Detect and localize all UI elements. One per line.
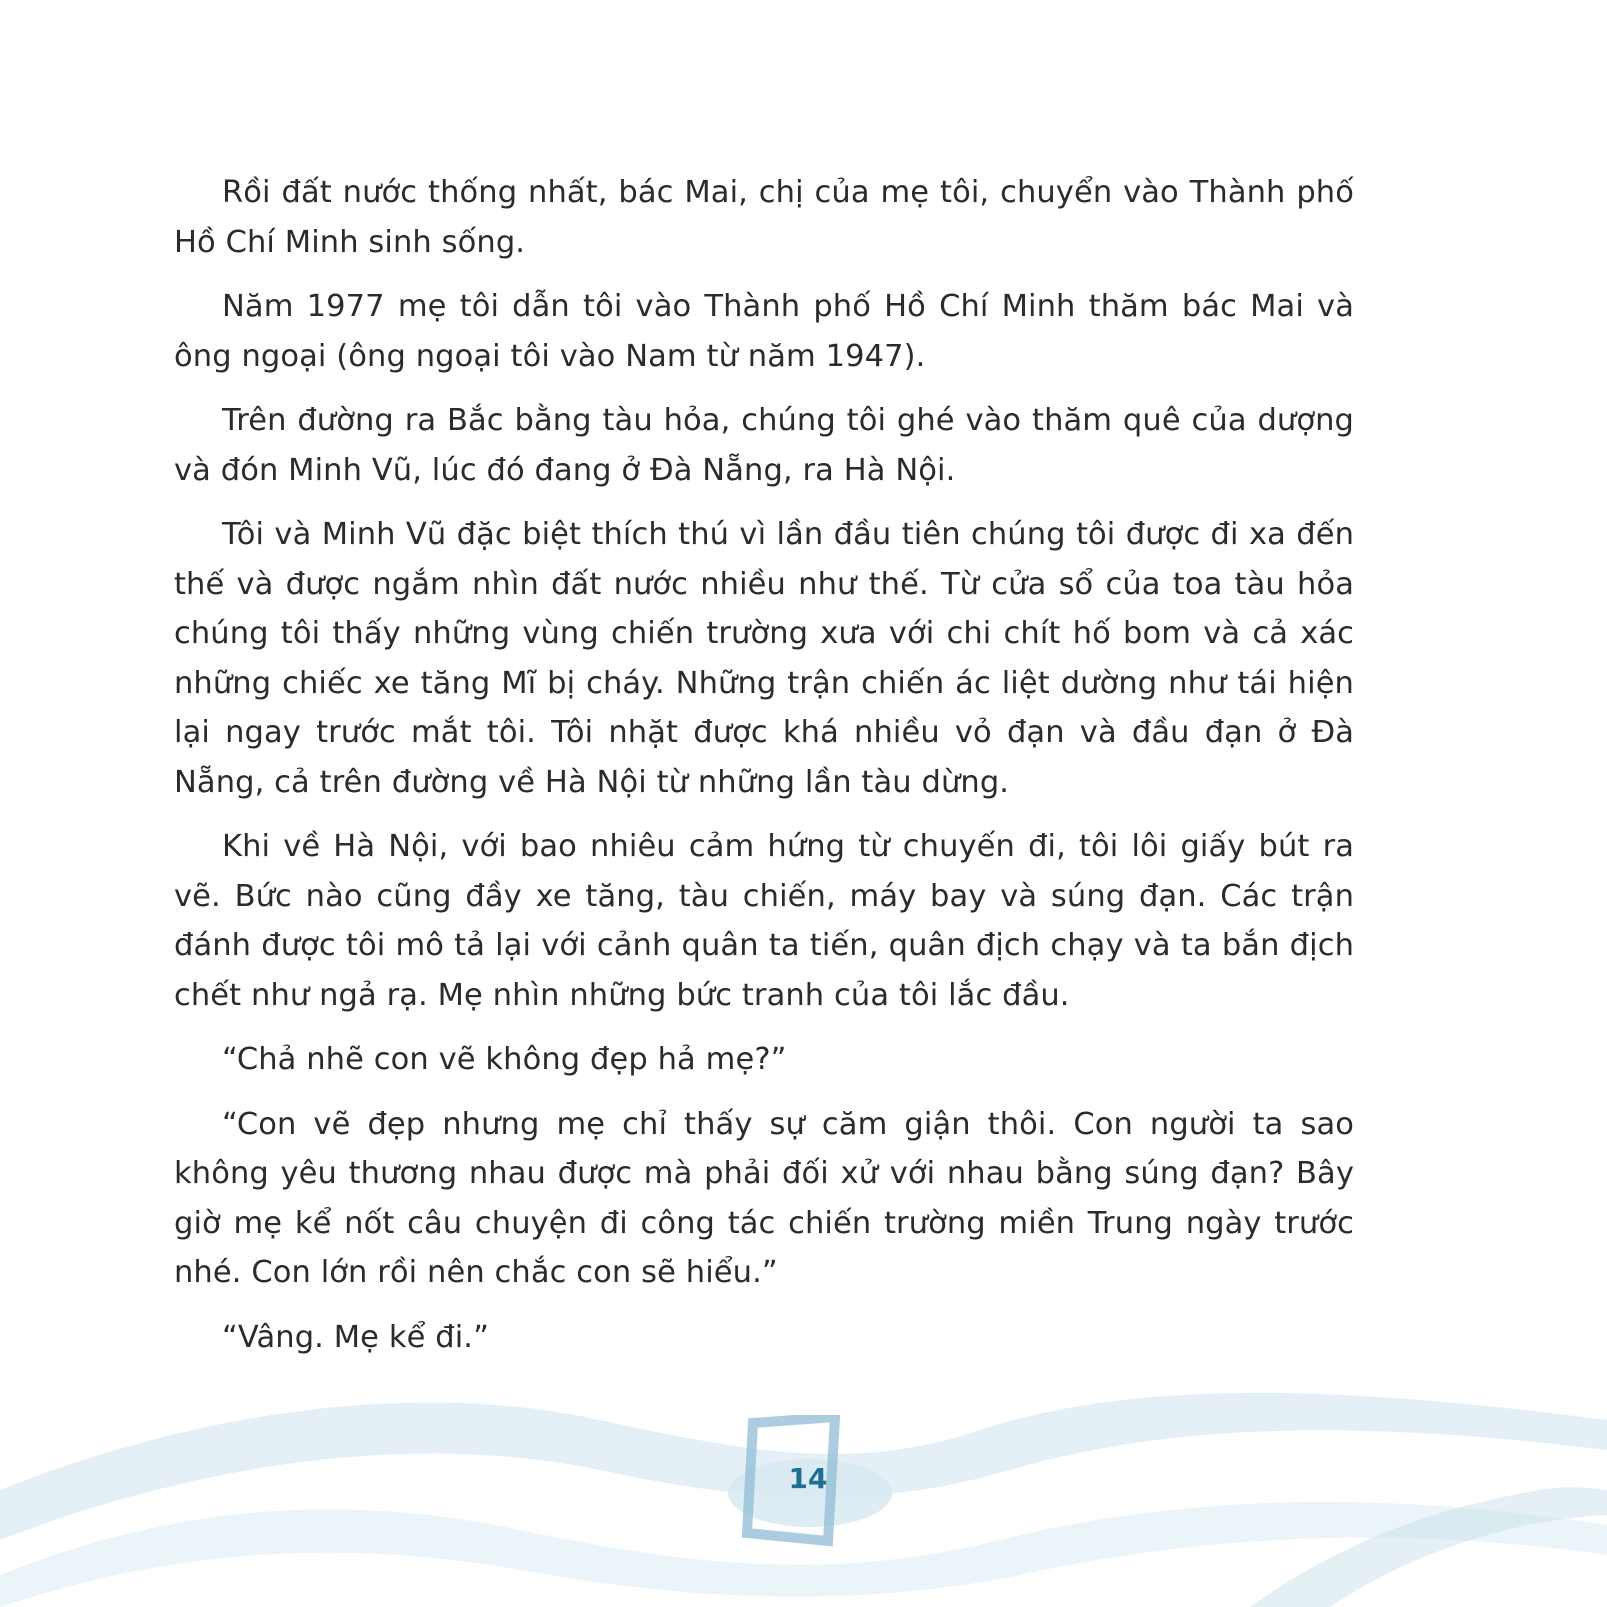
paragraph-6: “Chả nhẽ con vẽ không đẹp hả mẹ?” xyxy=(222,1042,787,1077)
paragraph-2: Năm 1977 mẹ tôi dẫn tôi vào Thành phố Hồ Chí Minh thăm bác Mai và ông ngoại (ông ngoại tôi vào Nam từ năm 1947). xyxy=(174,289,1354,374)
paragraph-3: Trên đường ra Bắc bằng tàu hỏa, chúng tôi ghé vào thăm quê của dượng và đón Minh Vũ, lúc đó đang ở Đà Nẵng, ra Hà Nội. xyxy=(174,403,1354,488)
body-text xyxy=(174,168,1354,1377)
paragraph-8: “Vâng. Mẹ kể đi.” xyxy=(222,1319,489,1355)
paragraph-1: Rồi đất nước thống nhất, bác Mai, chị của mẹ tôi, chuyển vào Thành phố Hồ Chí Minh sinh sống. xyxy=(174,175,1354,260)
paragraph-5: Khi về Hà Nội, với bao nhiêu cảm hứng từ chuyến đi, tôi lôi giấy bút ra vẽ. Bức nào cũng đầy xe tăng, tàu chiến, máy bay và súng đạn. Các trận đánh được tôi mô tả lại với cảnh quân ta tiến, quân địch chạy và ta bắn địch chết như ngả rạ. Mẹ nhìn những bức tranh của tôi lắc đầu. xyxy=(174,829,1354,1013)
paragraph-7: “Con vẽ đẹp nhưng mẹ chỉ thấy sự căm giận thôi. Con người ta sao không yêu thương nhau được mà phải đối xử với nhau bằng súng đạn? Bây giờ mẹ kể nốt câu chuyện đi công tác chiến trường miền Trung ngày trước nhé. Con lớn rồi nên chắc con sẽ hiểu.” xyxy=(174,1106,1354,1290)
paragraph-4: Tôi và Minh Vũ đặc biệt thích thú vì lần đầu tiên chúng tôi được đi xa đến thế và được ngắm nhìn đất nước nhiều như thế. Từ cửa sổ của toa tàu hỏa chúng tôi thấy những vùng chiến trường xưa với chi chít hố bom và cả xác những chiếc xe tăng Mĩ bị cháy. Những trận chiến ác liệt dường như tái hiện lại ngay trước mắt tôi. Tôi nhặt được khá nhiều vỏ đạn và đầu đạn ở Đà Nẵng, cả trên đường về Hà Nội từ những lần tàu dừng. xyxy=(174,517,1354,800)
page-number: 14 xyxy=(788,1462,828,1495)
